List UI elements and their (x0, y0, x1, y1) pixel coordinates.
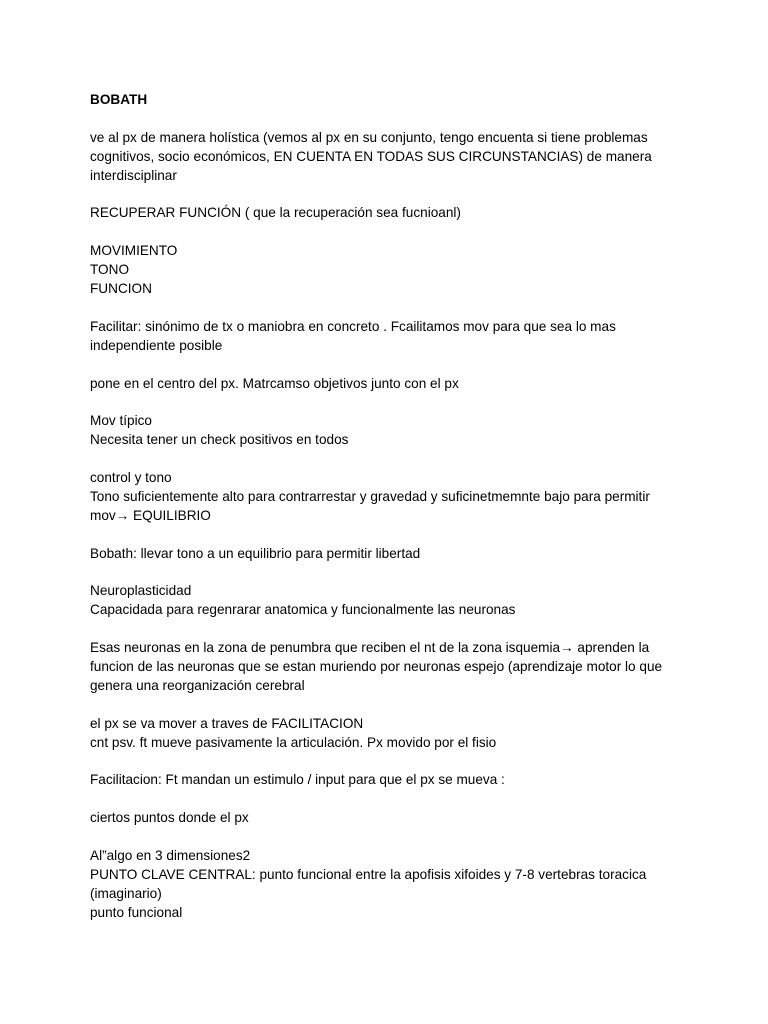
text-line: Bobath: llevar tono a un equilibrio para permitir libertad (90, 545, 421, 561)
text-line: Mov típico (90, 413, 152, 429)
text-line: Facilitar: sinónimo de tx o maniobra en concreto . Fcailitamos mov para que sea lo mas (90, 318, 616, 334)
text-line: genera una reorganización cerebral (90, 677, 305, 693)
text-line: el px se va mover a traves de FACILITACION (90, 715, 364, 731)
text-line: control y tono (90, 470, 172, 486)
text-line: funcion de las neuronas que se estan muriendo por neuronas espejo (aprendizaje motor lo que (90, 659, 663, 675)
text-line: PUNTO CLAVE CENTRAL: punto funcional entre la apofisis xifoides y 7-8 vertebras toracica (90, 866, 647, 882)
paragraph (90, 545, 690, 564)
text-line: RECUPERAR FUNCIÓN ( que la recuperación sea fucnioanl) (90, 205, 461, 221)
paragraph (90, 469, 690, 526)
text-line: Necesita tener un check positivos en todos (90, 432, 349, 448)
text-line: Capacidada para regenrarar anatomica y funcionalmente las neuronas (90, 602, 516, 618)
text-line: ve al px de manera holística (vemos al px en su conjunto, tengo encuenta si tiene problemas (90, 129, 648, 145)
document-title: BOBATH (90, 92, 148, 107)
text-line: pone en el centro del px. Matrcamso objetivos junto con el px (90, 375, 459, 391)
text-line: mov→ EQUILIBRIO (90, 507, 211, 523)
paragraph (90, 412, 690, 450)
paragraph (90, 582, 690, 620)
document-page (90, 91, 690, 942)
text-line: FUNCION (90, 281, 152, 297)
text-line: Esas neuronas en la zona de penumbra que reciben el nt de la zona isquemia→ aprenden la (90, 640, 650, 656)
text-line: Facilitacion: Ft mandan un estimulo / input para que el px se mueva : (90, 772, 505, 788)
text-line: Tono suficientemente alto para contrarrestar y gravedad y suficinetmemnte bajo para permitir (90, 488, 650, 504)
paragraph (90, 375, 690, 394)
paragraph (90, 639, 690, 696)
document-body (90, 129, 690, 923)
text-line: MOVIMIENTO (90, 243, 178, 259)
paragraph (90, 242, 690, 299)
document-title-block (90, 91, 690, 110)
text-line: ciertos puntos donde el px (90, 810, 249, 826)
paragraph (90, 771, 690, 790)
text-line: Neuroplasticidad (90, 583, 192, 599)
text-line: punto funcional (90, 904, 183, 920)
paragraph (90, 809, 690, 828)
paragraph (90, 715, 690, 753)
text-line: cognitivos, socio económicos, EN CUENTA EN TODAS SUS CIRCUNSTANCIAS) de manera (90, 148, 652, 164)
paragraph (90, 847, 690, 923)
text-line: independiente posible (90, 337, 223, 353)
paragraph (90, 318, 690, 356)
text-line: Al”algo en 3 dimensiones2 (90, 848, 251, 864)
paragraph (90, 129, 690, 186)
text-line: (imaginario) (90, 885, 162, 901)
text-line: cnt psv. ft mueve pasivamente la articulación. Px movido por el fisio (90, 734, 497, 750)
text-line: interdisciplinar (90, 167, 177, 183)
paragraph (90, 204, 690, 223)
text-line: TONO (90, 262, 130, 278)
